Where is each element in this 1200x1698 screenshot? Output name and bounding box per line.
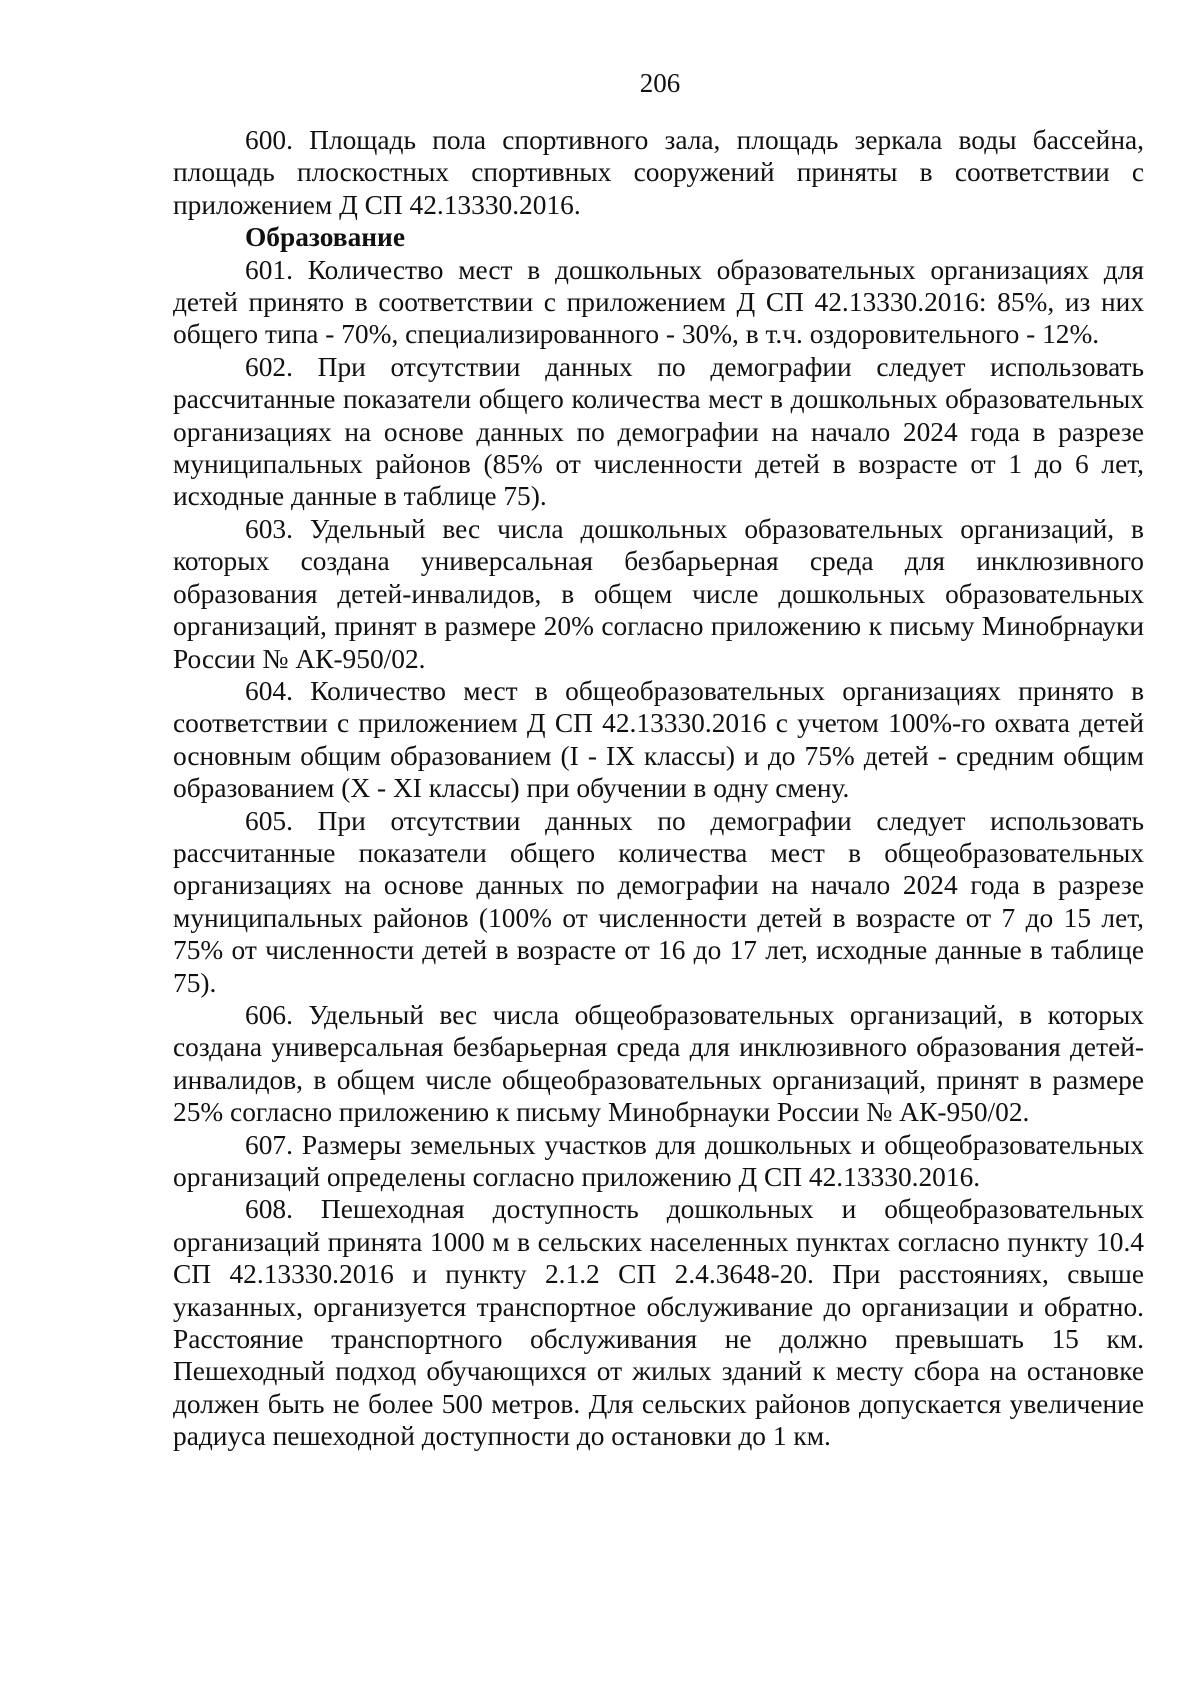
section-heading-education: Образование: [245, 222, 405, 253]
paragraph-602: 602. При отсутствии данных по демографии следует использовать рассчитанные показатели общего количества мест в дошкольных образовательных организациях на основе данных по демографии на начало 2024 года в разрезе муниципальных районов (85% от численности детей в возрасте от 1 до 6 лет, исходные данные в таблице 75).: [173, 351, 1144, 512]
paragraph-601: 601. Количество мест в дошкольных образовательных организациях для детей принято в соответствии с приложением Д СП 42.13330.2016: 85%, из них общего типа - 70%, специализированного - 30%, в т.ч. оздоровительного - 12%.: [173, 254, 1144, 350]
paragraph-603: 603. Удельный вес числа дошкольных образовательных организаций, в которых создана универсальная безбарьерная среда для инклюзивного образования детей-инвалидов, в общем числе дошкольных образовательных организаций, принят в размере 20% согласно приложению к письму Минобрнауки России № АК-950/02.: [173, 513, 1144, 674]
paragraph-607: 607. Размеры земельных участков для дошкольных и общеобразовательных организаций определены согласно приложению Д СП 42.13330.2016.: [173, 1129, 1144, 1192]
paragraph-604: 604. Количество мест в общеобразовательных организациях принято в соответствии с приложением Д СП 42.13330.2016 с учетом 100%-го охвата детей основным общим образованием (I - IX классы) и до 75% детей - средним общим образованием (X - XI классы) при обучении в одну смену.: [173, 675, 1144, 804]
paragraph-606: 606. Удельный вес числа общеобразовательных организаций, в которых создана универсальная безбарьерная среда для инклюзивного образования детей-инвалидов, в общем числе общеобразовательных организаций, принят в размере 25% согласно приложению к письму Минобрнауки России № АК-950/02.: [173, 999, 1144, 1128]
page-number: 206: [639, 68, 681, 98]
paragraph-605: 605. При отсутствии данных по демографии следует использовать рассчитанные показатели общего количества мест в общеобразовательных организациях на основе данных по демографии на начало 2024 года в разрезе муниципальных районов (100% от численности детей в возрасте от 7 до 15 лет, 75% от численности детей в возрасте от 16 до 17 лет, исходные данные в таблице 75).: [173, 805, 1144, 998]
paragraph-608: 608. Пешеходная доступность дошкольных и общеобразовательных организаций принята 1000 м в сельских населенных пунктах согласно пункту 10.4 СП 42.13330.2016 и пункту 2.1.2 СП 2.4.3648-20. При расстояниях, свыше указанных, организуется транспортное обслуживание до организации и обратно. Расстояние транспортного обслуживания не должно превышать 15 км. Пешеходный подход обучающихся от жилых зданий к месту сбора на остановке должен быть не более 500 метров. Для сельских районов допускается увеличение радиуса пешеходной доступности до остановки до 1 км.: [173, 1194, 1144, 1452]
paragraph-600: 600. Площадь пола спортивного зала, площадь зеркала воды бассейна, площадь плоскостных спортивных сооружений приняты в соответствии с приложением Д СП 42.13330.2016.: [173, 125, 1144, 220]
document-body: [173, 124, 1144, 1453]
